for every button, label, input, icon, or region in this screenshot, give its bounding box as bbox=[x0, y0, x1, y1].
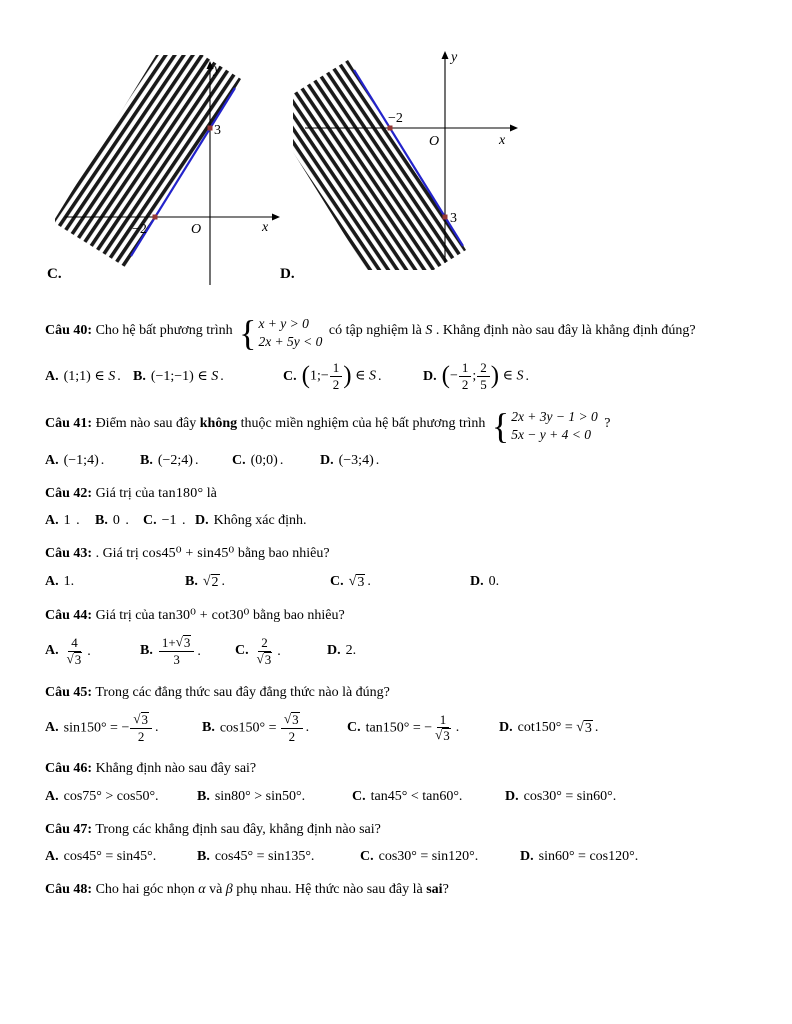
question-number: Câu 47: bbox=[45, 821, 93, 837]
math-expression: tan180° bbox=[158, 486, 204, 502]
question-text: là bbox=[206, 486, 217, 502]
y-intercept-label: 3 bbox=[450, 211, 457, 226]
fraction: 4 √ 3 bbox=[66, 635, 82, 667]
option-43-c: C. √ 3 . bbox=[330, 573, 371, 590]
option-46-d: D. cos30° = sin60°. bbox=[505, 788, 617, 804]
option-text: (1;1) ∈ bbox=[63, 369, 105, 385]
options-47 bbox=[45, 849, 754, 865]
figure-label-d: D. bbox=[280, 266, 295, 282]
sqrt-icon: √ bbox=[284, 710, 292, 726]
x-axis-arrow-icon bbox=[272, 214, 280, 221]
question-text: Cho hai góc nhọn bbox=[95, 882, 195, 897]
system-line-2: 5x − y + 4 < 0 bbox=[511, 426, 592, 442]
option-40-a: A. (1;1) ∈ S . bbox=[45, 368, 121, 385]
system-line-1: 2x + 3y − 1 > 0 bbox=[511, 408, 598, 424]
question-number: Câu 41: bbox=[45, 415, 93, 431]
sqrt-icon: √ bbox=[348, 573, 357, 589]
question-text: Điểm nào sau đây bbox=[95, 415, 197, 431]
question-text: Giá trị của bbox=[95, 607, 155, 623]
question-40 bbox=[45, 313, 754, 354]
question-text: bằng bao nhiêu? bbox=[237, 546, 330, 562]
brace-icon: { bbox=[239, 313, 257, 354]
question-text: Trong các đẳng thức sau đây đẳng thức nào là đúng? bbox=[95, 684, 390, 700]
x-intercept-label: −2 bbox=[132, 222, 147, 237]
alpha-symbol: α bbox=[198, 882, 206, 897]
open-paren: ( bbox=[301, 362, 310, 390]
option-40-c: C. (1;− $\frac{1}{2}$ ) ∈ S . bbox=[283, 360, 382, 393]
y-intercept-label: 3 bbox=[214, 123, 221, 138]
option-44-c: C. 2 √ 3 . bbox=[235, 635, 281, 667]
radical: √ 3 bbox=[256, 650, 272, 667]
y-axis-label: y bbox=[451, 50, 458, 65]
fraction: 2 √ 3 bbox=[256, 635, 272, 667]
inequality-system bbox=[491, 405, 598, 446]
origin-label: O bbox=[191, 222, 202, 237]
system-line-1: x + y > 0 bbox=[258, 316, 309, 331]
question-42 bbox=[45, 484, 754, 504]
inequality-system bbox=[239, 313, 323, 354]
option-46-a: A. cos75° > cos50°. bbox=[45, 788, 159, 804]
question-text: thuộc miền nghiệm của hệ bất phương trình bbox=[240, 415, 486, 431]
x-intercept-label: −2 bbox=[388, 111, 403, 126]
option-41-a: A. (−1;4) . bbox=[45, 453, 105, 469]
question-text: . Khẳng định nào sau đây là khẳng định đúng? bbox=[435, 323, 696, 339]
option-45-a: A. sin150° = − √ 3 2 . bbox=[45, 710, 159, 744]
question-45 bbox=[45, 683, 754, 703]
x-axis-label: x bbox=[262, 220, 269, 235]
question-text: có tập nghiệm là bbox=[328, 323, 422, 339]
question-number: Câu 44: bbox=[45, 607, 93, 623]
option-42-d: D. Không xác định. bbox=[195, 513, 307, 529]
math-expression: tan30⁰ + cot30⁰ bbox=[158, 607, 250, 623]
option-label: A. bbox=[45, 368, 59, 384]
math-expression: cos45⁰ + sin45⁰ bbox=[142, 546, 235, 562]
radical: √ 3 bbox=[175, 634, 191, 651]
question-48 bbox=[45, 880, 754, 900]
sqrt-icon: √ bbox=[435, 727, 443, 743]
question-text: Trong các khẳng định sau đây, khẳng định nào sai? bbox=[95, 821, 381, 837]
radical: √ 3 bbox=[66, 650, 82, 667]
radical: √ 3 bbox=[348, 573, 365, 590]
option-46-c: C. tan45° < tan60°. bbox=[352, 788, 463, 804]
sqrt-icon: √ bbox=[576, 719, 584, 735]
sqrt-icon: √ bbox=[66, 650, 74, 666]
option-43-a: A. 1. bbox=[45, 574, 75, 590]
graph-d bbox=[293, 45, 523, 270]
question-text: Khẳng định nào sau đây sai? bbox=[95, 761, 257, 777]
question-text: phụ nhau. Hệ thức nào sau đây là bbox=[236, 882, 423, 897]
emphasized-word: sai bbox=[426, 882, 443, 897]
options-40 bbox=[45, 360, 754, 392]
option-42-a: A. 1 . bbox=[45, 513, 80, 529]
system-line-2: 2x + 5y < 0 bbox=[258, 334, 323, 350]
x-intercept-marker bbox=[153, 215, 158, 220]
question-text: ? bbox=[442, 882, 449, 897]
set-symbol: S bbox=[425, 323, 433, 339]
x-intercept-marker bbox=[388, 126, 393, 131]
y-axis-arrow-icon bbox=[442, 51, 449, 59]
option-41-d: D. (−3;4) . bbox=[320, 453, 380, 469]
y-axis-label: y bbox=[214, 62, 221, 77]
radical: √ 3 bbox=[435, 727, 450, 744]
option-42-b: B. 0 . bbox=[95, 513, 129, 529]
question-number: Câu 42: bbox=[45, 486, 93, 502]
x-axis-label: x bbox=[499, 133, 506, 148]
options-41 bbox=[45, 453, 754, 469]
answer-figures bbox=[45, 0, 754, 300]
set-symbol: S bbox=[516, 368, 524, 384]
question-number: Câu 48: bbox=[45, 882, 93, 897]
y-intercept-marker bbox=[443, 215, 448, 220]
question-text: và bbox=[209, 882, 223, 897]
option-label: B. bbox=[133, 368, 146, 384]
options-45 bbox=[45, 712, 754, 745]
option-45-c: C. tan150° = − 1 √ 3 . bbox=[347, 711, 460, 744]
option-label: C. bbox=[283, 368, 297, 384]
option-47-c: C. cos30° = sin120°. bbox=[360, 849, 479, 864]
sqrt-icon: √ bbox=[256, 650, 264, 666]
question-number: Câu 46: bbox=[45, 761, 93, 777]
emphasized-word: không bbox=[199, 415, 238, 431]
sqrt-icon: √ bbox=[133, 710, 141, 726]
option-41-b: B. (−2;4) . bbox=[140, 453, 199, 469]
fraction: 1 √ 3 bbox=[435, 711, 450, 744]
brace-icon: { bbox=[491, 405, 510, 446]
shaded-region bbox=[55, 55, 241, 267]
options-44 bbox=[45, 635, 754, 668]
graph-c bbox=[55, 55, 285, 295]
question-44 bbox=[45, 606, 754, 626]
radical: √ 2 bbox=[202, 573, 219, 590]
set-symbol: S bbox=[211, 369, 219, 385]
option-42-c: C. −1 . bbox=[143, 513, 186, 529]
radical: √ 3 bbox=[133, 710, 148, 727]
option-45-d: D. cot150° = √ 3 . bbox=[499, 719, 599, 736]
question-47 bbox=[45, 820, 754, 840]
fraction: $\frac{2}{5}$ bbox=[477, 360, 490, 392]
origin-label: O bbox=[429, 134, 440, 149]
radical: √ 3 bbox=[284, 710, 299, 727]
open-paren: ( bbox=[441, 362, 450, 390]
option-46-b: B. sin80° > sin50°. bbox=[197, 788, 306, 804]
fraction: √ 3 2 bbox=[281, 712, 303, 745]
set-symbol: S bbox=[108, 369, 116, 385]
option-text: (−1;−1) ∈ bbox=[150, 369, 208, 385]
fraction: $\frac{1}{2}$ bbox=[459, 360, 472, 392]
question-41 bbox=[45, 405, 754, 446]
option-43-b: B. √ 2 . bbox=[185, 573, 226, 590]
shaded-region bbox=[293, 60, 466, 270]
sqrt-icon: √ bbox=[202, 573, 211, 589]
option-label: D. bbox=[423, 368, 437, 384]
option-44-a: A. 4 √ 3 . bbox=[45, 635, 91, 667]
question-number: Câu 45: bbox=[45, 684, 93, 700]
option-43-d: D. 0. bbox=[470, 574, 500, 590]
radical: √ 3 bbox=[576, 719, 592, 736]
x-axis-arrow-icon bbox=[510, 125, 518, 132]
question-text: Cho hệ bất phương trình bbox=[95, 323, 233, 339]
option-40-d: D. (− $\frac{1}{2}$ ; $\frac{2}{5}$ ) ∈ S . bbox=[423, 360, 529, 393]
y-intercept-marker bbox=[208, 126, 213, 131]
sqrt-icon: √ bbox=[175, 634, 183, 650]
question-number: Câu 40: bbox=[45, 323, 93, 339]
fraction: $\frac{1}{2}$ bbox=[330, 360, 343, 392]
option-47-b: B. cos45° = sin135°. bbox=[197, 849, 315, 864]
fraction: √ 3 2 bbox=[130, 712, 152, 745]
options-43 bbox=[45, 574, 754, 591]
question-text: Giá trị của bbox=[95, 486, 155, 502]
options-46 bbox=[45, 789, 754, 805]
fraction: 1+ √ 3 3 bbox=[159, 635, 194, 668]
question-text: . Giá trị bbox=[95, 546, 139, 562]
option-44-b: B. 1+ √ 3 3 . bbox=[140, 634, 201, 667]
beta-symbol: β bbox=[225, 882, 233, 897]
set-symbol: S bbox=[368, 368, 376, 384]
option-47-d: D. sin60° = cos120°. bbox=[520, 849, 639, 864]
close-paren: ) bbox=[343, 362, 352, 390]
option-41-c: C. (0;0) . bbox=[232, 453, 284, 469]
close-paren: ) bbox=[490, 362, 500, 390]
option-47-a: A. cos45° = sin45°. bbox=[45, 849, 157, 864]
question-text: ? bbox=[604, 415, 611, 431]
question-number: Câu 43: bbox=[45, 546, 93, 562]
question-46 bbox=[45, 759, 754, 779]
option-44-d: D. 2. bbox=[327, 643, 357, 659]
question-text: bằng bao nhiêu? bbox=[252, 607, 345, 623]
option-45-b: B. cos150° = √ 3 2 . bbox=[202, 710, 310, 744]
option-40-b: B. (−1;−1) ∈ S . bbox=[133, 368, 224, 385]
options-42 bbox=[45, 513, 754, 529]
question-43 bbox=[45, 544, 754, 564]
figure-label-c: C. bbox=[47, 266, 62, 282]
